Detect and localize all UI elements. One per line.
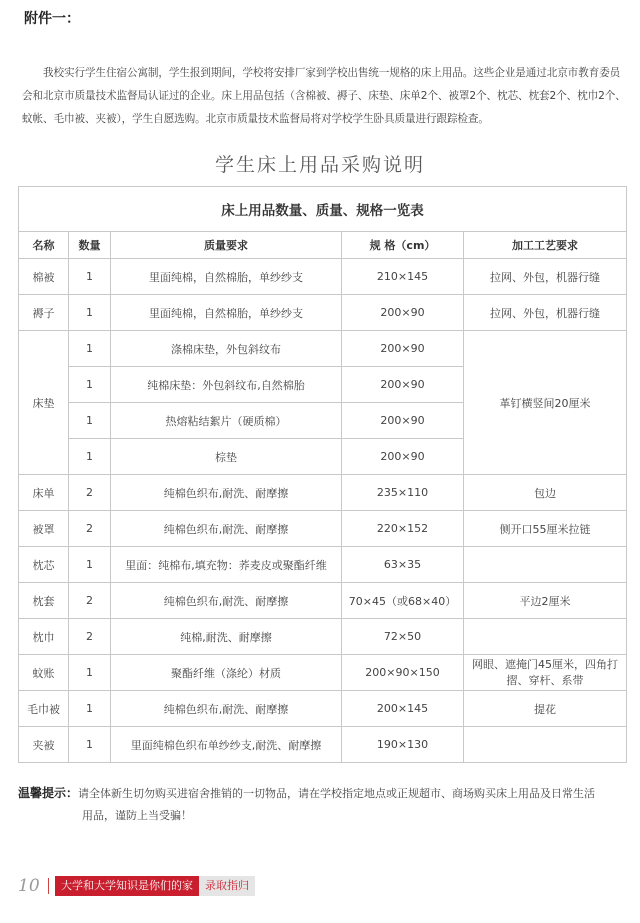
cell-qty: 2 (69, 619, 111, 655)
warm-tips (18, 782, 628, 827)
document-title: 学生床上用品采购说明 (214, 154, 425, 176)
cell-process: 平边2厘米 (464, 583, 627, 619)
cell-qty: 1 (69, 691, 111, 727)
tips-label: 温馨提示： (18, 786, 79, 800)
table-row (19, 583, 627, 619)
cell-quality: 里面纯棉，自然棉胎，单纱纱支 (111, 259, 342, 295)
cell-name: 蚊账 (19, 655, 69, 691)
cell-size: 200×90 (342, 331, 464, 367)
cell-process: 革钉横竖间20厘米 (464, 331, 627, 475)
cell-qty: 1 (69, 367, 111, 403)
cell-process: 侧开口55厘米拉链 (464, 511, 627, 547)
page-number: 10 (18, 876, 40, 896)
tips-text-line2: 用品，谨防上当受骗！ (82, 809, 192, 822)
tips-text-line1: 请全体新生切勿购买进宿舍推销的一切物品，请在学校指定地点或正规超市、商场购买床上用品及日常生活 (78, 787, 596, 800)
cell-name: 毛巾被 (19, 691, 69, 727)
cell-size: 210×145 (342, 259, 464, 295)
cell-size: 200×90 (342, 367, 464, 403)
cell-qty: 1 (69, 727, 111, 763)
cell-size: 63×35 (342, 547, 464, 583)
cell-qty: 1 (69, 259, 111, 295)
cell-qty: 1 (69, 403, 111, 439)
cell-quality: 里面纯棉色织布单纱纱支,耐洗、耐摩擦 (111, 727, 342, 763)
cell-size: 200×90×150 (342, 655, 464, 691)
cell-quality: 纯棉床垫：外包斜纹布,自然棉胎 (111, 367, 342, 403)
header-name: 名称 (19, 232, 69, 259)
cell-name: 枕芯 (19, 547, 69, 583)
cell-name: 床单 (19, 475, 69, 511)
cell-size: 200×145 (342, 691, 464, 727)
table-row (19, 295, 627, 331)
cell-quality: 纯棉色织布,耐洗、耐摩擦 (111, 691, 342, 727)
cell-name: 夹被 (19, 727, 69, 763)
cell-qty: 1 (69, 439, 111, 475)
table-row (19, 691, 627, 727)
cell-qty: 1 (69, 655, 111, 691)
cell-quality: 纯棉,耐洗、耐摩擦 (111, 619, 342, 655)
cell-quality: 纯棉色织布,耐洗、耐摩擦 (111, 583, 342, 619)
page-footer (18, 875, 255, 897)
cell-process (464, 619, 627, 655)
cell-process: 拉网、外包，机器行缝 (464, 295, 627, 331)
footer-divider (48, 878, 49, 894)
cell-process: 拉网、外包，机器行缝 (464, 259, 627, 295)
table-row (19, 511, 627, 547)
cell-quality: 聚酯纤维（涤纶）材质 (111, 655, 342, 691)
cell-quality: 里面纯棉，自然棉胎，单纱纱支 (111, 295, 342, 331)
cell-qty: 1 (69, 295, 111, 331)
cell-name: 枕套 (19, 583, 69, 619)
cell-process (464, 727, 627, 763)
cell-size: 200×90 (342, 403, 464, 439)
cell-qty: 1 (69, 331, 111, 367)
cell-process: 包边 (464, 475, 627, 511)
intro-paragraph: 我校实行学生住宿公寓制，学生报到期间，学校将安排厂家到学校出售统一规格的床上用品。这些企业是通过北京市教育委员会和北京市质量技术监督局认证过的企业。床上用品包括（含棉被、褥子、床垫、床单2个、被罩2个、枕芯、枕套2个、枕巾2个、蚊帐、毛巾被、夹被），学生自愿选购。北京市质量技术监督局将对学校学生卧具质量进行跟踪检查。 (22, 67, 626, 125)
cell-name: 枕巾 (19, 619, 69, 655)
cell-qty: 2 (69, 511, 111, 547)
cell-quality: 纯棉色织布,耐洗、耐摩擦 (111, 475, 342, 511)
cell-quality: 纯棉色织布,耐洗、耐摩擦 (111, 511, 342, 547)
cell-qty: 1 (69, 547, 111, 583)
table-row (19, 547, 627, 583)
cell-name: 被罩 (19, 511, 69, 547)
cell-size: 72×50 (342, 619, 464, 655)
header-size: 规 格（cm） (342, 232, 464, 259)
table-caption: 床上用品数量、质量、规格一览表 (19, 187, 627, 232)
cell-size: 200×90 (342, 295, 464, 331)
cell-process (464, 547, 627, 583)
cell-quality: 棕垫 (111, 439, 342, 475)
cell-size: 200×90 (342, 439, 464, 475)
table-row (19, 331, 627, 367)
table-row (19, 259, 627, 295)
cell-qty: 2 (69, 583, 111, 619)
table-row (19, 727, 627, 763)
footer-banner: 大学和大学知识是你们的家 (55, 876, 199, 896)
header-process: 加工工艺要求 (464, 232, 627, 259)
table-row (19, 655, 627, 691)
cell-size: 235×110 (342, 475, 464, 511)
cell-size: 70×45（或68×40） (342, 583, 464, 619)
attachment-title: 附件一： (24, 11, 80, 27)
cell-quality: 热熔粘结絮片（硬质棉） (111, 403, 342, 439)
cell-name: 棉被 (19, 259, 69, 295)
cell-quality: 里面：纯棉布,填充物：荞麦皮或聚酯纤维 (111, 547, 342, 583)
cell-qty: 2 (69, 475, 111, 511)
cell-process: 网眼、遮掩门45厘米，四角打摺、穿杆、系带 (464, 655, 627, 691)
cell-name: 床垫 (19, 331, 69, 475)
footer-guide-label: 录取指归 (199, 876, 255, 896)
cell-name: 褥子 (19, 295, 69, 331)
header-quality: 质量要求 (111, 232, 342, 259)
cell-process: 提花 (464, 691, 627, 727)
table-row (19, 619, 627, 655)
table-row (19, 475, 627, 511)
cell-size: 190×130 (342, 727, 464, 763)
header-qty: 数量 (69, 232, 111, 259)
bedding-spec-table (18, 186, 627, 763)
cell-quality: 涤棉床垫，外包斜纹布 (111, 331, 342, 367)
cell-size: 220×152 (342, 511, 464, 547)
